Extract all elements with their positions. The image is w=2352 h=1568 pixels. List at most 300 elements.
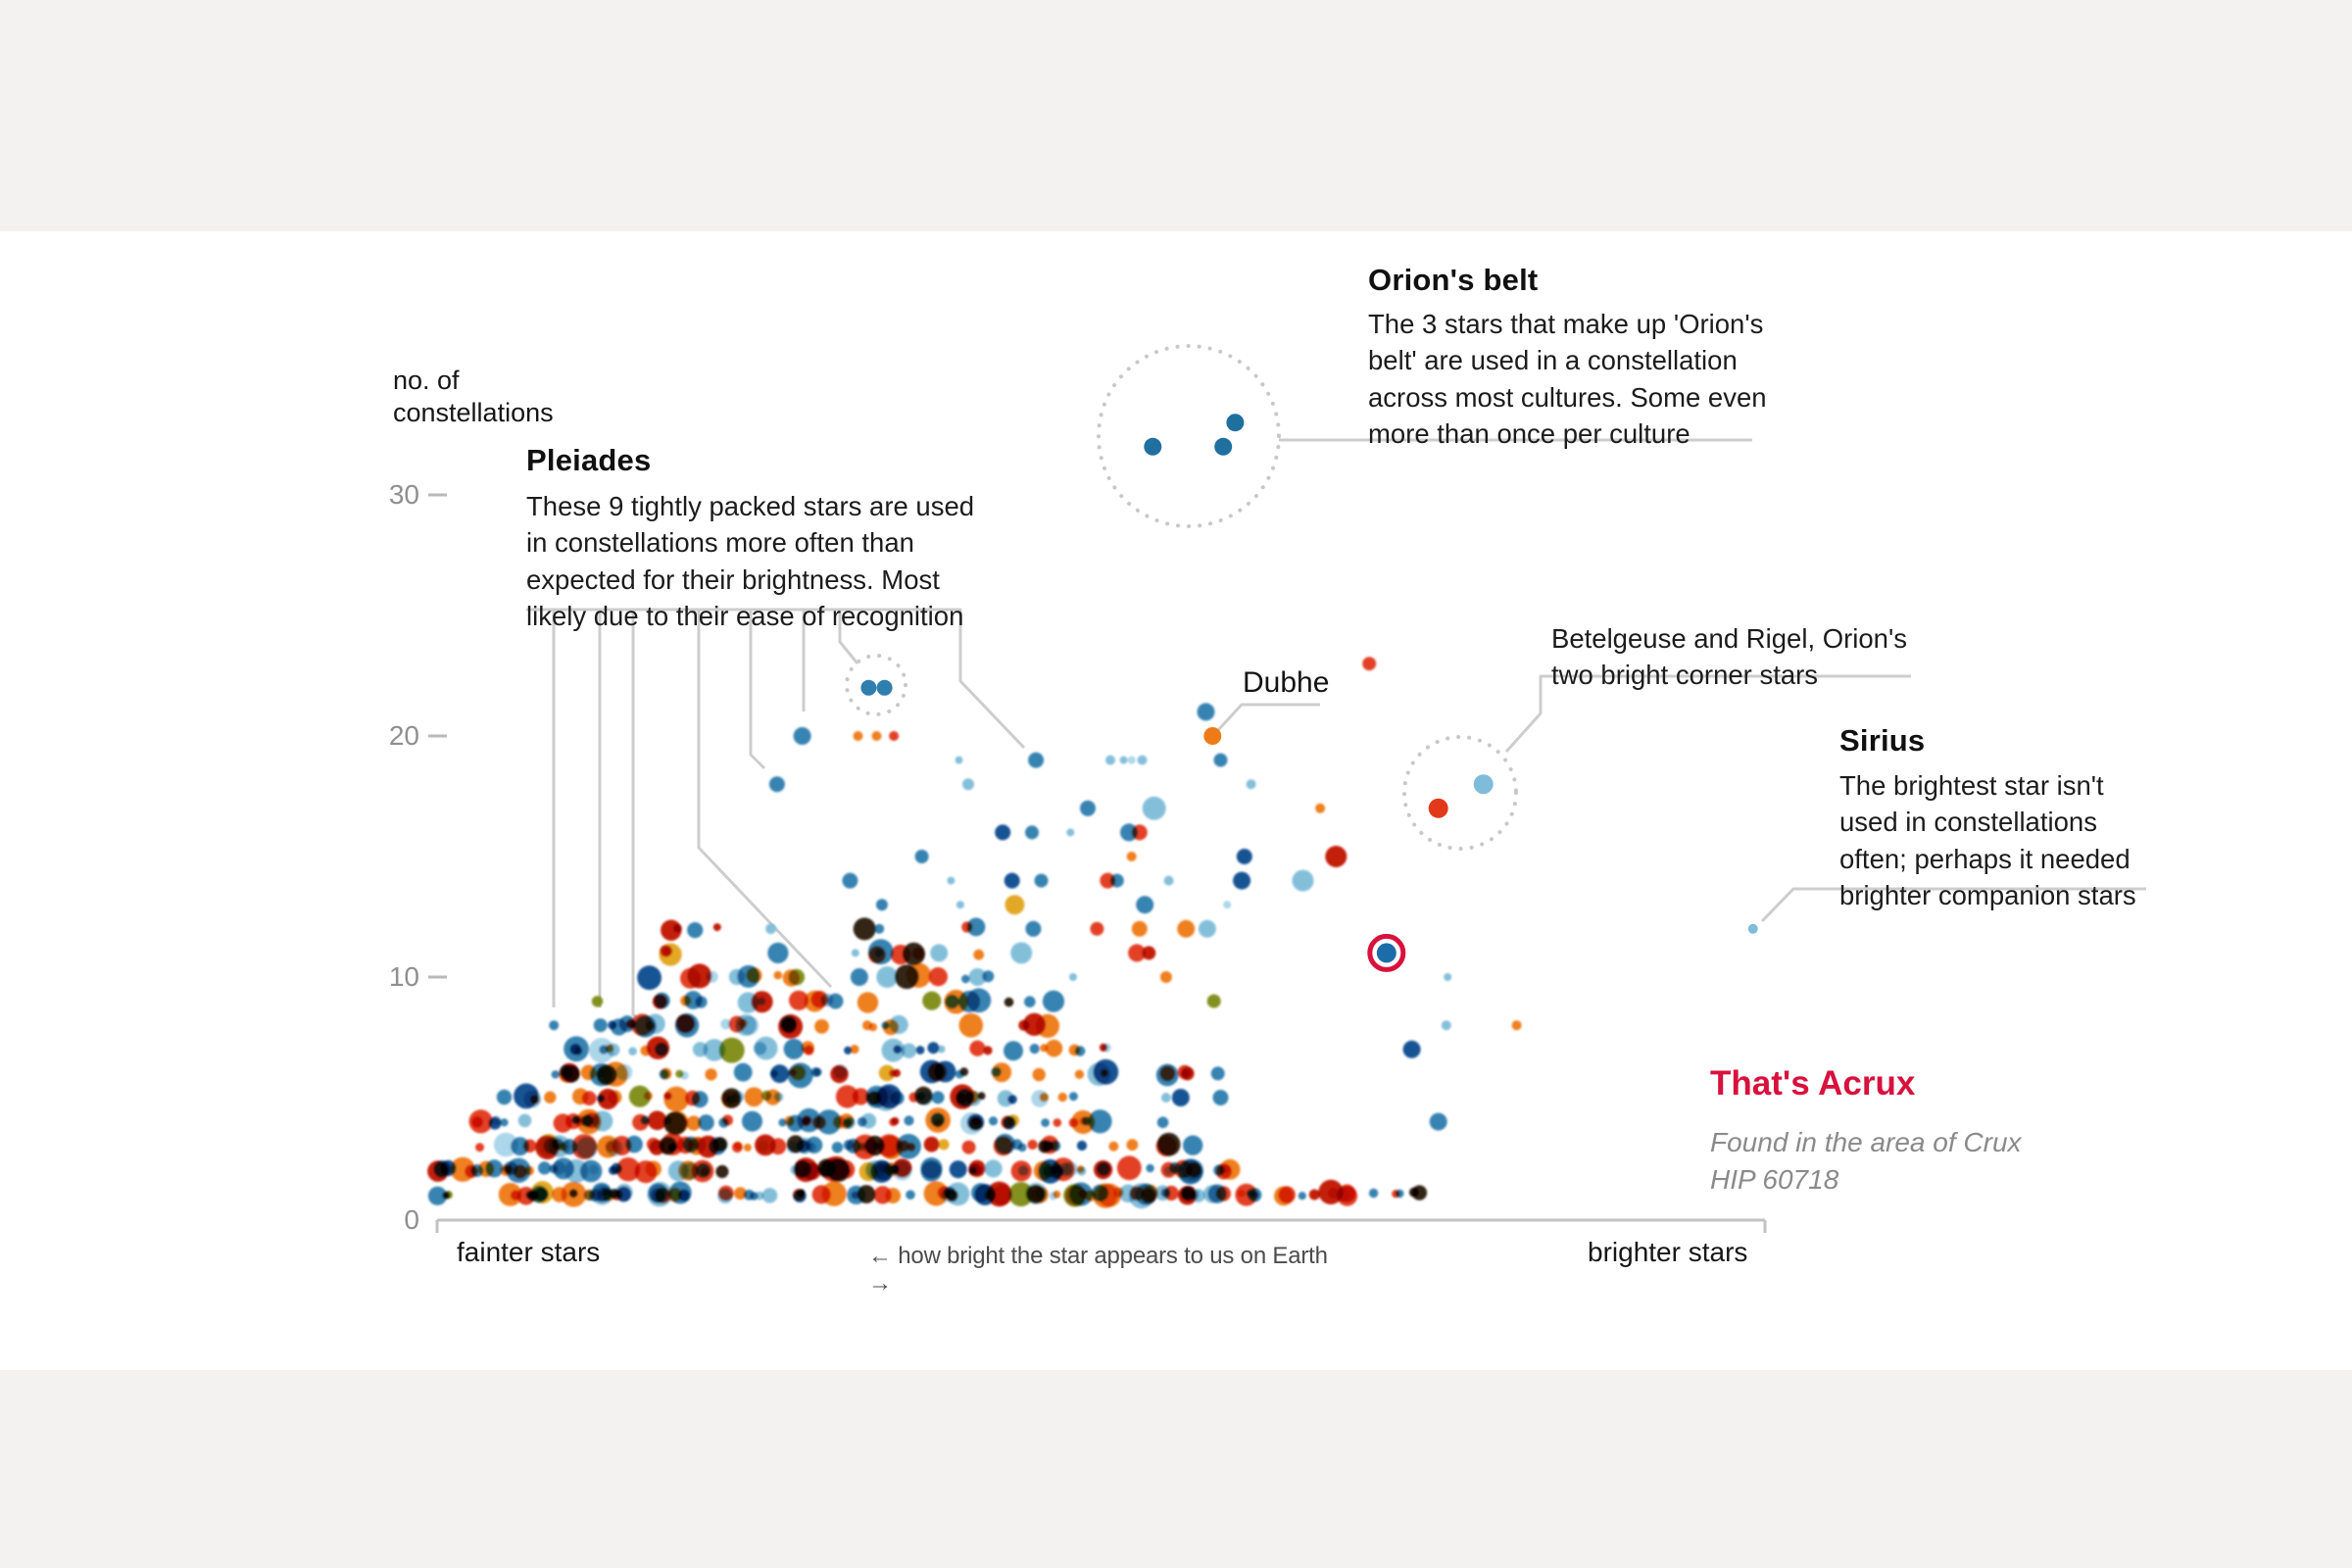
star-dot[interactable] — [1110, 874, 1124, 888]
dubhe-star[interactable] — [1203, 727, 1221, 745]
star-dot[interactable] — [850, 1045, 858, 1054]
star-dot[interactable] — [607, 1044, 619, 1056]
star-dot[interactable] — [500, 1118, 508, 1126]
star-dot[interactable] — [806, 1137, 822, 1153]
star-dot[interactable] — [912, 948, 924, 959]
star-dot[interactable] — [1041, 1118, 1050, 1127]
star-dot[interactable] — [1164, 876, 1174, 886]
star-dot[interactable] — [592, 996, 603, 1006]
star-dot[interactable] — [549, 1164, 558, 1173]
star-dot[interactable] — [565, 1113, 581, 1129]
star-dot[interactable] — [832, 1142, 843, 1152]
star-dot[interactable] — [1066, 828, 1074, 836]
acrux-star[interactable] — [1377, 943, 1396, 962]
star-dot[interactable] — [968, 1163, 981, 1176]
star-dot[interactable] — [1127, 1139, 1139, 1151]
star-dot[interactable] — [889, 731, 899, 741]
star-dot[interactable] — [961, 921, 972, 932]
star-dot[interactable] — [916, 1046, 925, 1054]
star-dot[interactable] — [828, 994, 844, 1009]
star-dot[interactable] — [654, 993, 670, 1009]
star-dot[interactable] — [803, 1162, 820, 1180]
star-dot[interactable] — [1108, 1142, 1118, 1152]
star-dot[interactable] — [734, 1142, 743, 1151]
star-dot[interactable] — [882, 1021, 890, 1029]
star-dot[interactable] — [830, 1065, 848, 1083]
star-dot[interactable] — [992, 1062, 1011, 1082]
orion-belt-star-1[interactable] — [1144, 438, 1161, 456]
star-dot[interactable] — [904, 1115, 913, 1125]
star-dot[interactable] — [491, 1116, 501, 1126]
star-dot[interactable] — [819, 1161, 835, 1177]
star-dot[interactable] — [598, 1187, 612, 1201]
star-dot[interactable] — [1033, 1068, 1046, 1081]
star-dot[interactable] — [1172, 1089, 1190, 1106]
star-dot[interactable] — [945, 995, 958, 1008]
star-dot[interactable] — [1430, 1113, 1447, 1131]
star-dot[interactable] — [891, 945, 910, 964]
pleiades-pair-star-2[interactable] — [877, 680, 893, 696]
star-dot[interactable] — [1105, 756, 1115, 765]
star-dot[interactable] — [950, 1160, 967, 1178]
star-dot[interactable] — [960, 1112, 983, 1135]
star-dot[interactable] — [1444, 973, 1451, 981]
star-dot[interactable] — [794, 727, 811, 745]
star-dot[interactable] — [1183, 1136, 1202, 1155]
star-dot[interactable] — [930, 944, 948, 961]
star-dot[interactable] — [538, 1134, 560, 1155]
star-dot[interactable] — [715, 1165, 728, 1178]
star-dot[interactable] — [645, 1161, 662, 1178]
star-dot[interactable] — [608, 1090, 621, 1103]
star-dot[interactable] — [497, 1090, 512, 1104]
star-dot[interactable] — [538, 1161, 551, 1174]
star-dot[interactable] — [1199, 920, 1216, 938]
star-dot[interactable] — [1186, 1162, 1201, 1178]
star-dot[interactable] — [769, 776, 785, 792]
star-dot[interactable] — [552, 1070, 560, 1078]
star-dot[interactable] — [1077, 1141, 1087, 1151]
star-dot[interactable] — [742, 1111, 762, 1132]
star-dot[interactable] — [1181, 1186, 1197, 1201]
star-dot[interactable] — [549, 1020, 559, 1030]
star-dot[interactable] — [1442, 1020, 1451, 1030]
star-dot[interactable] — [626, 1019, 636, 1029]
star-dot[interactable] — [1030, 1044, 1040, 1054]
star-dot[interactable] — [1117, 1155, 1142, 1180]
star-dot[interactable] — [1161, 1093, 1171, 1102]
star-dot[interactable] — [787, 1141, 799, 1152]
star-dot[interactable] — [1007, 1114, 1019, 1126]
star-dot[interactable] — [527, 1190, 539, 1201]
star-dot[interactable] — [584, 1190, 595, 1200]
star-dot[interactable] — [906, 1143, 915, 1152]
star-dot[interactable] — [571, 1134, 597, 1159]
star-dot[interactable] — [1146, 1164, 1153, 1172]
star-dot[interactable] — [906, 1190, 915, 1200]
star-dot[interactable] — [1177, 920, 1195, 938]
star-dot[interactable] — [1214, 754, 1228, 767]
star-dot[interactable] — [475, 1143, 484, 1152]
star-dot[interactable] — [687, 963, 711, 988]
star-dot[interactable] — [874, 1161, 893, 1180]
star-dot[interactable] — [973, 950, 984, 960]
star-dot[interactable] — [921, 1157, 943, 1179]
star-dot[interactable] — [890, 1015, 908, 1034]
star-dot[interactable] — [564, 1036, 589, 1061]
star-dot[interactable] — [854, 731, 863, 741]
star-dot[interactable] — [665, 1111, 688, 1134]
star-dot[interactable] — [675, 1070, 683, 1078]
star-dot[interactable] — [662, 946, 673, 956]
star-dot[interactable] — [1138, 756, 1148, 765]
pleiades-pair-star-1[interactable] — [860, 680, 876, 696]
star-dot[interactable] — [925, 1107, 951, 1133]
star-dot[interactable] — [1028, 1140, 1038, 1150]
star-dot[interactable] — [844, 1140, 855, 1151]
star-dot[interactable] — [686, 1116, 701, 1131]
star-dot[interactable] — [1054, 1118, 1062, 1127]
star-dot[interactable] — [668, 1143, 678, 1152]
star-dot[interactable] — [877, 1134, 901, 1157]
star-dot[interactable] — [1161, 1162, 1177, 1178]
star-dot[interactable] — [804, 1045, 813, 1054]
star-dot[interactable] — [1040, 1093, 1049, 1102]
star-dot[interactable] — [756, 1192, 764, 1200]
star-dot[interactable] — [966, 988, 991, 1012]
star-dot[interactable] — [882, 1039, 906, 1062]
star-dot[interactable] — [969, 968, 987, 986]
star-dot[interactable] — [874, 1186, 892, 1203]
star-dot[interactable] — [729, 969, 745, 985]
star-dot[interactable] — [959, 1067, 968, 1076]
star-dot[interactable] — [879, 1065, 896, 1082]
star-dot[interactable] — [1293, 870, 1314, 892]
star-dot[interactable] — [1409, 1188, 1419, 1198]
star-dot[interactable] — [661, 1068, 672, 1080]
star-dot[interactable] — [797, 1189, 805, 1197]
star-dot[interactable] — [851, 968, 868, 986]
star-dot[interactable] — [1220, 1159, 1241, 1180]
star-dot[interactable] — [680, 996, 691, 1006]
star-dot[interactable] — [992, 1185, 1012, 1205]
star-dot[interactable] — [1004, 873, 1020, 889]
star-dot[interactable] — [1142, 946, 1155, 959]
star-dot[interactable] — [1132, 921, 1148, 937]
star-dot[interactable] — [701, 1167, 710, 1176]
star-dot[interactable] — [746, 967, 761, 983]
star-dot[interactable] — [874, 924, 884, 934]
star-dot[interactable] — [920, 1060, 944, 1084]
star-dot[interactable] — [1512, 1020, 1522, 1030]
star-dot[interactable] — [1069, 973, 1077, 981]
star-dot[interactable] — [1113, 1187, 1124, 1198]
star-dot[interactable] — [956, 901, 964, 908]
star-dot[interactable] — [738, 992, 759, 1012]
star-dot[interactable] — [862, 1020, 872, 1030]
star-dot[interactable] — [713, 923, 721, 931]
star-dot[interactable] — [1075, 1046, 1086, 1056]
star-dot[interactable] — [697, 1136, 719, 1158]
star-dot[interactable] — [836, 1160, 855, 1179]
data-points[interactable] — [427, 657, 1522, 1208]
star-dot[interactable] — [791, 1165, 801, 1175]
star-dot[interactable] — [734, 1063, 753, 1082]
star-dot[interactable] — [965, 1091, 979, 1104]
star-dot[interactable] — [428, 1187, 447, 1205]
star-dot[interactable] — [1120, 757, 1128, 764]
star-dot[interactable] — [780, 1016, 797, 1033]
star-dot[interactable] — [767, 943, 788, 963]
star-dot[interactable] — [524, 1166, 534, 1176]
star-dot[interactable] — [877, 1084, 902, 1108]
rigel-star[interactable] — [1474, 774, 1494, 794]
star-dot[interactable] — [787, 1115, 804, 1132]
star-dot[interactable] — [1004, 998, 1014, 1007]
star-dot[interactable] — [494, 1133, 518, 1157]
star-dot[interactable] — [745, 1087, 764, 1106]
star-dot[interactable] — [761, 1091, 771, 1101]
star-dot[interactable] — [872, 731, 882, 741]
star-dot[interactable] — [929, 967, 948, 986]
betelgeuse-star[interactable] — [1429, 799, 1448, 818]
star-dot[interactable] — [1004, 1041, 1023, 1060]
star-dot[interactable] — [788, 1063, 813, 1089]
star-dot[interactable] — [915, 850, 929, 863]
star-dot[interactable] — [956, 757, 963, 764]
star-dot[interactable] — [1024, 996, 1036, 1007]
star-dot[interactable] — [471, 1116, 483, 1128]
star-dot[interactable] — [1018, 1144, 1027, 1152]
star-dot[interactable] — [755, 1037, 778, 1060]
star-dot[interactable] — [770, 1064, 789, 1083]
star-dot[interactable] — [1207, 995, 1221, 1008]
star-dot[interactable] — [1157, 1117, 1169, 1129]
star-dot[interactable] — [628, 1047, 637, 1055]
star-dot[interactable] — [1309, 1190, 1320, 1200]
star-dot[interactable] — [784, 1039, 805, 1059]
star-dot[interactable] — [718, 1117, 728, 1127]
star-dot[interactable] — [1298, 1192, 1306, 1200]
star-dot[interactable] — [1035, 874, 1049, 888]
star-dot[interactable] — [735, 1014, 757, 1036]
star-dot[interactable] — [611, 1018, 627, 1035]
star-dot[interactable] — [718, 1186, 734, 1201]
star-dot[interactable] — [1223, 901, 1231, 908]
star-dot[interactable] — [704, 1039, 726, 1061]
star-dot[interactable] — [858, 992, 878, 1012]
star-dot[interactable] — [932, 1091, 945, 1103]
star-dot[interactable] — [705, 1068, 716, 1080]
star-dot[interactable] — [842, 873, 858, 889]
star-dot[interactable] — [597, 1136, 619, 1158]
star-dot[interactable] — [1040, 1044, 1048, 1052]
star-dot[interactable] — [1077, 1165, 1085, 1173]
star-dot[interactable] — [1136, 896, 1153, 913]
star-dot[interactable] — [989, 1116, 998, 1125]
star-dot[interactable] — [451, 1157, 475, 1182]
star-dot[interactable] — [612, 1189, 623, 1200]
star-dot[interactable] — [969, 1041, 985, 1056]
star-dot[interactable] — [758, 1141, 768, 1152]
star-dot[interactable] — [875, 949, 883, 956]
star-dot[interactable] — [758, 997, 765, 1004]
star-dot[interactable] — [1143, 797, 1166, 820]
star-dot[interactable] — [552, 1187, 567, 1202]
star-dot[interactable] — [947, 877, 955, 885]
star-dot[interactable] — [564, 1159, 588, 1183]
star-dot[interactable] — [1093, 1059, 1118, 1085]
star-dot[interactable] — [485, 1159, 503, 1177]
star-dot[interactable] — [692, 1091, 709, 1107]
star-dot[interactable] — [518, 1114, 532, 1128]
star-dot[interactable] — [1069, 1118, 1079, 1128]
star-dot[interactable] — [1075, 1070, 1084, 1079]
star-dot[interactable] — [812, 1185, 831, 1203]
star-dot[interactable] — [1315, 804, 1325, 813]
acrux-highlight-ring[interactable] — [1370, 936, 1403, 969]
star-dot[interactable] — [924, 1181, 949, 1205]
star-dot[interactable] — [1335, 1188, 1349, 1202]
star-dot[interactable] — [1132, 824, 1148, 840]
star-dot[interactable] — [584, 1112, 600, 1128]
star-dot[interactable] — [1090, 922, 1103, 936]
star-dot[interactable] — [893, 1161, 912, 1181]
star-dot[interactable] — [678, 1160, 698, 1180]
star-dot[interactable] — [961, 975, 970, 984]
star-dot[interactable] — [687, 922, 703, 938]
star-dot[interactable] — [1069, 1092, 1078, 1101]
star-dot[interactable] — [959, 1013, 984, 1038]
star-dot[interactable] — [1127, 852, 1137, 861]
star-dot[interactable] — [876, 899, 888, 910]
star-dot[interactable] — [1049, 1192, 1057, 1200]
star-dot[interactable] — [1233, 872, 1250, 890]
star-dot[interactable] — [582, 1091, 597, 1105]
star-dot[interactable] — [924, 1137, 940, 1152]
star-dot[interactable] — [765, 923, 776, 934]
star-dot[interactable] — [1094, 1160, 1112, 1179]
star-dot[interactable] — [1023, 1013, 1046, 1036]
orion-belt-star-3[interactable] — [1226, 414, 1244, 431]
star-dot[interactable] — [962, 1141, 976, 1154]
star-dot[interactable] — [1130, 1186, 1145, 1200]
star-dot[interactable] — [906, 963, 931, 988]
star-dot[interactable] — [847, 1186, 865, 1204]
star-dot[interactable] — [1278, 1186, 1296, 1203]
star-dot[interactable] — [985, 1159, 1003, 1177]
star-dot[interactable] — [637, 965, 662, 990]
star-dot[interactable] — [914, 1087, 933, 1105]
star-dot[interactable] — [1082, 1116, 1091, 1125]
star-dot[interactable] — [1092, 1185, 1108, 1201]
star-dot[interactable] — [544, 1092, 556, 1103]
star-dot[interactable] — [667, 1188, 682, 1202]
star-dot[interactable] — [625, 1136, 643, 1153]
star-dot[interactable] — [762, 1188, 778, 1203]
star-dot[interactable] — [1211, 1066, 1225, 1080]
star-dot[interactable] — [677, 1137, 694, 1153]
star-dot[interactable] — [1181, 1066, 1195, 1080]
star-dot[interactable] — [1080, 801, 1096, 816]
star-dot[interactable] — [744, 1144, 752, 1152]
star-dot[interactable] — [1088, 1109, 1111, 1133]
star-dot[interactable] — [1159, 1065, 1175, 1081]
star-dot[interactable] — [852, 949, 859, 956]
star-dot[interactable] — [774, 1093, 784, 1102]
orion-belt-star-2[interactable] — [1214, 438, 1232, 456]
star-dot[interactable] — [661, 920, 681, 941]
star-dot[interactable] — [1160, 971, 1172, 983]
star-dot[interactable] — [649, 1184, 668, 1203]
star-dot[interactable] — [1213, 1090, 1229, 1105]
star-dot[interactable] — [853, 1088, 869, 1104]
star-dot[interactable] — [1369, 1189, 1378, 1198]
star-dot[interactable] — [1043, 991, 1064, 1012]
star-dot[interactable] — [891, 1117, 899, 1125]
star-dot[interactable] — [1036, 1189, 1047, 1200]
star-dot[interactable] — [1156, 1136, 1177, 1156]
star-dot[interactable] — [1128, 757, 1136, 764]
star-dot[interactable] — [1237, 849, 1252, 864]
star-dot[interactable] — [695, 996, 707, 1007]
star-dot[interactable] — [1018, 1165, 1029, 1176]
star-dot[interactable] — [1025, 825, 1039, 839]
star-dot[interactable] — [1392, 1190, 1399, 1198]
star-dot[interactable] — [1247, 779, 1256, 789]
star-dot[interactable] — [663, 1087, 689, 1112]
star-dot[interactable] — [720, 1019, 731, 1030]
star-dot[interactable] — [629, 1086, 651, 1107]
star-dot[interactable] — [1025, 921, 1041, 937]
star-dot[interactable] — [1054, 1165, 1063, 1174]
star-dot[interactable] — [995, 824, 1010, 840]
star-dot[interactable] — [676, 1014, 696, 1034]
star-dot[interactable] — [1058, 1093, 1067, 1102]
star-dot[interactable] — [1010, 942, 1032, 963]
star-dot[interactable] — [1041, 1136, 1059, 1154]
star-dot[interactable] — [810, 991, 828, 1008]
star-dot[interactable] — [732, 1091, 744, 1102]
star-dot[interactable] — [1102, 1044, 1111, 1053]
star-dot[interactable] — [655, 1043, 668, 1056]
star-dot[interactable] — [774, 971, 783, 980]
star-dot[interactable] — [1198, 703, 1215, 720]
star-dot[interactable] — [504, 1164, 514, 1174]
star-dot[interactable] — [616, 1157, 640, 1181]
star-dot[interactable] — [962, 778, 974, 790]
star-dot[interactable] — [1403, 1041, 1421, 1058]
star-dot[interactable] — [590, 1063, 612, 1086]
star-dot[interactable] — [734, 1187, 747, 1200]
star-dot[interactable] — [927, 1042, 939, 1054]
star-dot[interactable] — [427, 1160, 449, 1182]
star-dot[interactable] — [649, 1140, 664, 1155]
star-dot[interactable] — [1028, 753, 1044, 768]
star-dot[interactable] — [861, 1113, 877, 1129]
star-dot[interactable] — [994, 1136, 1013, 1155]
star-dot[interactable] — [876, 966, 898, 988]
star-dot[interactable] — [1325, 846, 1347, 867]
star-dot[interactable] — [1203, 1185, 1222, 1203]
star-dot[interactable] — [648, 1111, 667, 1131]
sirius-star[interactable] — [1748, 924, 1758, 934]
star-dot[interactable] — [1164, 1186, 1179, 1200]
star-dot[interactable] — [1362, 657, 1376, 670]
star-dot[interactable] — [783, 969, 800, 986]
star-dot[interactable] — [789, 991, 808, 1010]
star-dot[interactable] — [1007, 1095, 1017, 1104]
